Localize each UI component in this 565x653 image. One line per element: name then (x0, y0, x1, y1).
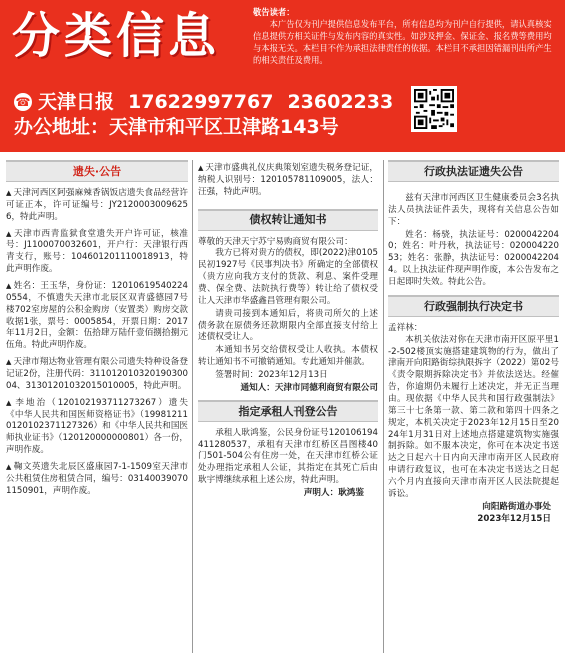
enforcement-salutation: 孟祥林： (388, 322, 423, 333)
notice-heading: 敬告读者： (253, 7, 295, 17)
enforcement-date: 2023年12月15日 (477, 513, 551, 524)
newspaper-name: 天津日报 (38, 91, 115, 113)
phone-icon: ☎ (15, 95, 31, 109)
lessee-signature: 声明人：耿鸿鉴 (303, 488, 364, 499)
column-middle (198, 160, 378, 653)
column-divider (383, 160, 384, 653)
debt-paragraph: 我方已将对贵方的债权，即(2022)津0105民初1927号《民事判决书》所确定的全部债权（贵方应向我方支付的货款、利息、案件受理费、保全费、法院执行费等）转让给了债权受让人天津市华盛鑫昌管理有限公司。 (198, 248, 378, 306)
lessee-paragraph: 承租人耿鸿鉴，公民身份证号120106194411280537，承租有天津市红桥区昌图楼40门501-504公有住房一处，在天津市红桥公证处办理指定承租人公证，其指定在其死亡后由耿宇博继续承租上述公房，特此声明。 (198, 427, 378, 486)
column-divider (192, 160, 193, 653)
list-item: ▲ 姓名：王玉华，身份证：120106195402240554，不慎遗失天津市北辰区双青盛德园7号楼702室房屋的公积金购房（安置类）购房交款收据1张，票号：0005854，开票日期：2017年11月2日，金额：伍拾肆万陆仟壹佰捌拾捌元伍角。特此声明作废。 (6, 281, 188, 351)
list-item: ▲ 李地治（120102193711273267）遗失《中华人民共和国医师资格证书》（199812110120102371127326）和《中华人民共和国医师执业证书》（120120000000801）各一份，声明作废。 (6, 397, 189, 456)
enforcement-paragraph: 本机关依法对你在天津市南开区原平里1-2-502楼顶实施搭建建筑物的行为，做出了津南开向阳路街综执限拆字（2022）第02号《责令限期拆除决定书》并依法送达。经催告，你逾期仍未履行上述决定，并无正当理由。现依据《中华人民共和国行政强制法》第三十七条第一款、第二款和第四十四条之规定，本机关决定于2023年12月15日至2024年1月31日对上述地点搭建建筑物实施强制拆除。如不服本决定，你可在本决定书送达之日起六十日内向天津市南开区人民政府申请行政复议，也可在本决定书送达之日起六个月内直接向天津市南开区人民法院提起诉讼。 (388, 334, 559, 499)
list-item: ▲ 鞠文英遗失北辰区盛康园7-1-1509室天津市公共租赁住房租赁合同，编号：031400390701150901，声明作废。 (6, 462, 188, 496)
debt-paragraph: 请贵司接到本通知后，将贵司所欠的上述债务款在原债务还款期限内全部直接支付给上述债权受让人。 (198, 308, 378, 343)
list-item: ▲ 天津市盛典礼仪庆典策划室遗失税务登记证，纳税人识别号：120105781109005，法人：汪强，特此声明。 (198, 163, 378, 197)
enforcement-signature: 向阳路街道办事处 (482, 501, 551, 512)
list-item: ▲ 天津市西青监狱食堂遗失开户许可证，核准号：J1100070032601，开户行：天津银行西青支行，账号：104601201110018913，特此声明作废。 (6, 228, 188, 275)
qr-code[interactable] (411, 86, 457, 132)
title-char: 类 (64, 8, 115, 64)
debt-paragraph: 本通知书另交给债权受让人收执。本债权转让通知书不可撤销通知。专此通知并催款。 (198, 345, 378, 368)
debt-signature: 通知人：天津市同德利商贸有限公司 (240, 382, 378, 393)
section-title-lessee: 指定承租人刊登公告 (198, 400, 378, 422)
reader-notice (253, 6, 557, 66)
contact-phone-1: 17622997767 (128, 91, 274, 113)
title-char: 息 (168, 8, 219, 64)
office-address: 办公地址：天津市和平区卫津路143号 (14, 115, 339, 138)
contact-info (14, 90, 393, 139)
title-char: 信 (116, 8, 167, 64)
section-title-lost: 遗失·公告 (6, 160, 188, 182)
qr-code-image (414, 89, 454, 129)
debt-date: 签署时间：2023年12月13日 (215, 370, 328, 381)
contact-phone-row (14, 90, 393, 115)
contact-phone-2: 23602233 (287, 91, 394, 113)
list-item: ▲ 天津河西区阿强麻辣香锅饭店遗失食品经营许可证正本，许可证编号：JY21200030096256，特此声明。 (6, 188, 188, 222)
list-item: ▲ 天津市翔达物业管理有限公司遗失特种设备登记证2份，注册代码：31101201032019030004、31301201032015010005，特此声明。 (6, 357, 188, 391)
page-title (12, 8, 220, 64)
column-lost-notices (6, 160, 188, 653)
permit-paragraph: 兹有天津市河西区卫生健康委员会3名执法人员执法证件丢失，现将有关信息公告如下： (388, 193, 559, 227)
notice-body: 本广告仅为刊户提供信息发布平台，所有信息均为刊户自行提供，请认真核实信息提供方相关证件与发布内容的真实性。如涉及押金、保证金、报名费等费用均与本报无关。本栏目不作为承担法律责任的依据。本栏目不承担因错漏刊出所产生的相关责任及费用。 (253, 19, 552, 66)
section-title-lost-permit: 行政执法证遗失公告 (388, 160, 559, 182)
section-title-debt-transfer: 债权转让通知书 (198, 209, 378, 231)
header-banner (0, 0, 565, 152)
debt-salutation: 尊敬的天津天宁苏宁易购商贸有限公司： (198, 236, 353, 247)
permit-paragraph: 姓名：杨骁，执法证号：02000422040；姓名：叶丹秋，执法证号：02000422053；姓名：张静，执法证号：02000422044。以上执法证件现声明作废，本公告发布之日起即时失效。特此公告。 (388, 229, 559, 288)
column-right (388, 160, 559, 653)
title-char: 分 (12, 8, 63, 64)
section-title-enforcement: 行政强制执行决定书 (388, 295, 559, 317)
